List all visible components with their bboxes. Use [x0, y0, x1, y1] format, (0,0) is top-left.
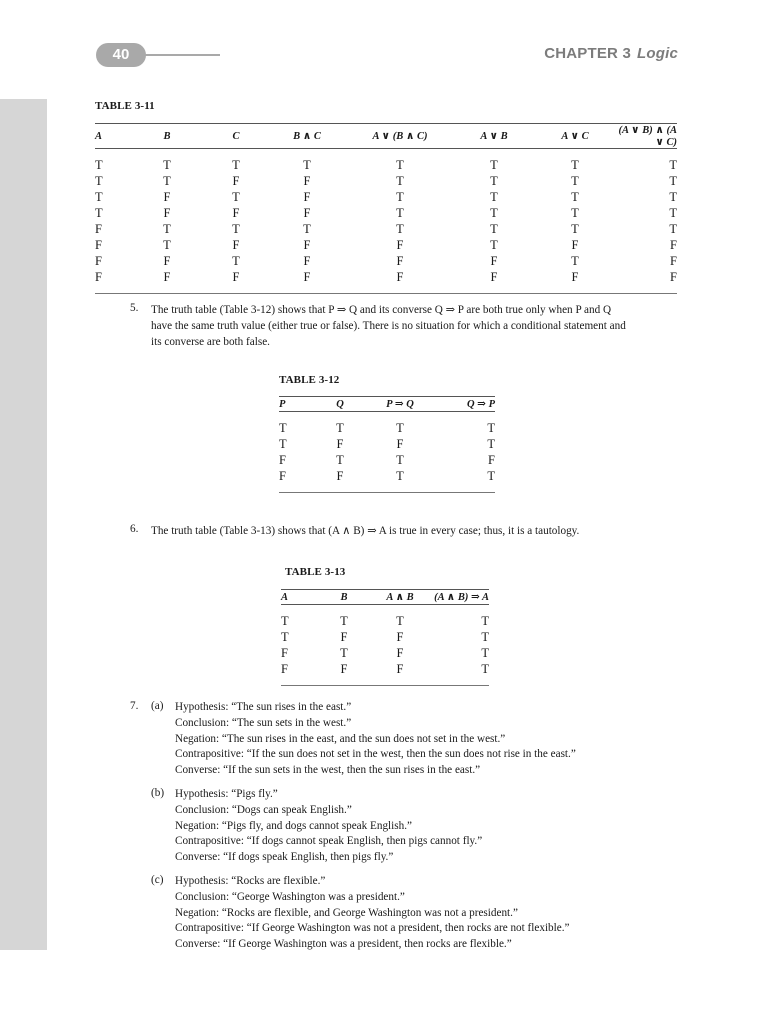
table-spacer-row	[95, 149, 677, 158]
table-spacer-row	[95, 285, 677, 294]
table-cell: T	[279, 421, 287, 435]
text-line: have the same truth value (either true or false). There is no situation for which a conditional statement and	[151, 320, 626, 332]
table-row	[95, 237, 677, 253]
table-cell: T	[571, 222, 579, 236]
table-cell: T	[481, 646, 489, 660]
table-row	[281, 629, 489, 645]
part-c-label: (c)	[151, 874, 164, 886]
text-line: Negation: “Rocks are flexible, and George Washington was not a president.”	[175, 906, 518, 919]
table-cell: T	[487, 437, 495, 451]
column-header: Q ⇒ P	[433, 397, 495, 412]
table-row	[95, 189, 677, 205]
table-cell: T	[669, 206, 677, 220]
text-line: Contrapositive: “If dogs cannot speak English, then pigs cannot fly.”	[175, 835, 483, 848]
table-cell: T	[396, 453, 404, 467]
table-cell: F	[163, 254, 171, 268]
table-cell: T	[481, 662, 489, 676]
table-row	[95, 157, 677, 173]
table-cell: F	[488, 453, 495, 467]
table-cell: T	[281, 630, 289, 644]
table-cell: T	[232, 190, 240, 204]
column-header: (A ∧ B) ⇒ A	[427, 590, 489, 605]
table-cell: F	[336, 469, 344, 483]
table-cell: T	[303, 222, 311, 236]
column-header: P	[279, 397, 313, 412]
text-line: Converse: “If dogs speak English, then pigs fly.”	[175, 851, 394, 864]
chapter-subject: Logic	[637, 45, 678, 62]
table-row	[281, 613, 489, 629]
text-line: Negation: “The sun rises in the east, and the sun does not set in the west.”	[175, 732, 506, 745]
item-7-number: 7.	[130, 700, 139, 712]
table-cell: T	[396, 174, 404, 188]
table-cell: T	[396, 614, 404, 628]
column-header: B	[315, 590, 373, 605]
item-6-number: 6.	[130, 523, 139, 535]
item-6-text: The truth table (Table 3-13) shows that (A ∧ B) ⇒ A is true in every case; thus, it is a tautology.	[151, 525, 580, 537]
table-cell: F	[396, 662, 404, 676]
table-cell: F	[303, 190, 311, 204]
table-cell: T	[95, 206, 103, 220]
text-line: Converse: “If the sun sets in the west, then the sun rises in the east.”	[175, 764, 481, 777]
table-cell: T	[396, 190, 404, 204]
table-cell: F	[670, 254, 677, 268]
text-line: Conclusion: “Dogs can speak English.”	[175, 803, 352, 816]
column-header: Q	[313, 397, 367, 412]
column-header: A ∨ C	[535, 124, 615, 149]
table-header-row	[281, 590, 489, 605]
page-number-badge: 40	[96, 43, 146, 67]
table-cell: F	[95, 254, 102, 268]
table-cell: F	[232, 270, 240, 284]
table-cell: T	[396, 158, 404, 172]
table-header-row	[95, 124, 677, 149]
table-spacer-row	[279, 484, 495, 493]
table-row	[95, 221, 677, 237]
table-cell: T	[95, 158, 103, 172]
table-row	[279, 420, 495, 436]
table-cell: F	[95, 270, 102, 284]
chapter-header	[544, 45, 678, 62]
table-cell: F	[396, 270, 404, 284]
table-cell: F	[670, 238, 677, 252]
table-cell: T	[487, 421, 495, 435]
table-cell: T	[340, 646, 348, 660]
table-cell: T	[490, 238, 498, 252]
table-cell: T	[303, 158, 311, 172]
column-header: C	[205, 124, 267, 149]
table-cell: F	[95, 238, 102, 252]
table-cell: T	[396, 222, 404, 236]
text-line: Hypothesis: “Pigs fly.”	[175, 788, 278, 800]
text-line: Negation: “Pigs fly, and dogs cannot speak English.”	[175, 819, 412, 832]
table-cell: F	[303, 238, 311, 252]
table-cell: F	[279, 453, 286, 467]
table-cell: T	[487, 469, 495, 483]
table-cell: F	[490, 270, 498, 284]
table-cell: T	[571, 206, 579, 220]
table-cell: F	[163, 190, 171, 204]
text-line: The truth table (Table 3-12) shows that P ⇒ Q and its converse Q ⇒ P are both true only when P and Q	[151, 304, 612, 316]
table-cell: F	[303, 174, 311, 188]
table-cell: T	[490, 158, 498, 172]
part-c-text	[175, 874, 570, 953]
column-header: A ∧ B	[373, 590, 427, 605]
table-cell: F	[281, 662, 288, 676]
table-cell: T	[490, 222, 498, 236]
part-b-text	[175, 787, 482, 866]
table-cell: T	[490, 206, 498, 220]
table-row	[279, 436, 495, 452]
text-line: Hypothesis: “The sun rises in the east.”	[175, 701, 352, 713]
item-5-number: 5.	[130, 302, 139, 314]
table-cell: T	[571, 190, 579, 204]
column-header: A ∨ B	[453, 124, 535, 149]
table-cell: F	[232, 206, 240, 220]
table-cell: T	[163, 174, 171, 188]
table-cell: F	[571, 238, 579, 252]
table-cell: F	[163, 206, 171, 220]
truth-table-3-12	[279, 396, 495, 493]
table-cell: F	[490, 254, 498, 268]
table-cell: F	[340, 630, 348, 644]
chapter-label: CHAPTER 3	[544, 45, 631, 62]
table-cell: T	[481, 614, 489, 628]
table-cell: F	[303, 206, 311, 220]
table-header-row	[279, 397, 495, 412]
table-cell: T	[490, 190, 498, 204]
column-header: A	[281, 590, 315, 605]
table-cell: T	[232, 158, 240, 172]
table-cell: T	[490, 174, 498, 188]
table-row	[279, 468, 495, 484]
table-cell: F	[336, 437, 344, 451]
text-line: its converse are both false.	[151, 336, 270, 348]
table-cell: F	[279, 469, 286, 483]
table-cell: T	[396, 421, 404, 435]
table-spacer-row	[279, 412, 495, 421]
table-row	[279, 452, 495, 468]
table-cell: F	[163, 270, 171, 284]
table-3-11-caption: TABLE 3-11	[95, 100, 155, 112]
table-cell: T	[232, 222, 240, 236]
table-cell: T	[669, 190, 677, 204]
table-cell: T	[481, 630, 489, 644]
table-cell: T	[163, 158, 171, 172]
table-row	[95, 173, 677, 189]
table-spacer-row	[281, 677, 489, 686]
table-cell: T	[95, 174, 103, 188]
table-cell: F	[396, 646, 404, 660]
table-cell: T	[336, 421, 344, 435]
table-row	[281, 645, 489, 661]
table-cell: F	[232, 238, 240, 252]
table-spacer-row	[281, 605, 489, 614]
table-cell: T	[340, 614, 348, 628]
table-row	[281, 661, 489, 677]
item-5-text	[151, 302, 681, 350]
table-cell: F	[396, 630, 404, 644]
table-cell: F	[303, 254, 311, 268]
side-margin-band	[0, 99, 47, 950]
table-3-12-caption: TABLE 3-12	[279, 374, 340, 386]
table-cell: F	[303, 270, 311, 284]
column-header: A	[95, 124, 129, 149]
table-cell: F	[95, 222, 102, 236]
column-header: A ∨ (B ∧ C)	[347, 124, 453, 149]
table-cell: T	[95, 190, 103, 204]
table-cell: F	[340, 662, 348, 676]
truth-table-3-13	[281, 589, 489, 686]
table-cell: F	[571, 270, 579, 284]
table-cell: T	[396, 206, 404, 220]
table-cell: F	[281, 646, 288, 660]
part-a-text	[175, 700, 576, 779]
table-cell: T	[336, 453, 344, 467]
table-row	[95, 205, 677, 221]
column-header: (A ∨ B) ∧ (A ∨ C)	[615, 124, 677, 149]
text-line: Hypothesis: “Rocks are flexible.”	[175, 875, 326, 887]
table-cell: T	[396, 469, 404, 483]
table-cell: F	[396, 437, 404, 451]
table-cell: F	[232, 174, 240, 188]
table-cell: T	[279, 437, 287, 451]
table-cell: T	[571, 174, 579, 188]
part-b-label: (b)	[151, 787, 165, 799]
text-line: Converse: “If George Washington was a president, then rocks are flexible.”	[175, 938, 512, 951]
table-cell: F	[396, 238, 404, 252]
column-header: B	[129, 124, 205, 149]
table-row	[95, 269, 677, 285]
column-header: P ⇒ Q	[367, 397, 433, 412]
text-line: Conclusion: “George Washington was a president.”	[175, 890, 405, 903]
text-line: Contrapositive: “If the sun does not set in the west, then the sun does not rise in the east.”	[175, 748, 576, 761]
table-cell: T	[669, 174, 677, 188]
table-cell: T	[669, 158, 677, 172]
part-a-label: (a)	[151, 700, 164, 712]
table-cell: T	[571, 254, 579, 268]
table-row	[95, 253, 677, 269]
table-3-13-caption: TABLE 3-13	[285, 566, 346, 578]
table-cell: T	[163, 238, 171, 252]
text-line: Conclusion: “The sun sets in the west.”	[175, 716, 352, 729]
table-cell: T	[669, 222, 677, 236]
table-cell: T	[281, 614, 289, 628]
truth-table-3-11	[95, 123, 677, 294]
column-header: B ∧ C	[267, 124, 347, 149]
table-cell: T	[571, 158, 579, 172]
header-rule	[144, 54, 220, 56]
table-cell: T	[232, 254, 240, 268]
table-cell: F	[396, 254, 404, 268]
text-line: Contrapositive: “If George Washington was not a president, then rocks are not flexible.”	[175, 922, 570, 935]
table-cell: F	[670, 270, 677, 284]
table-cell: T	[163, 222, 171, 236]
